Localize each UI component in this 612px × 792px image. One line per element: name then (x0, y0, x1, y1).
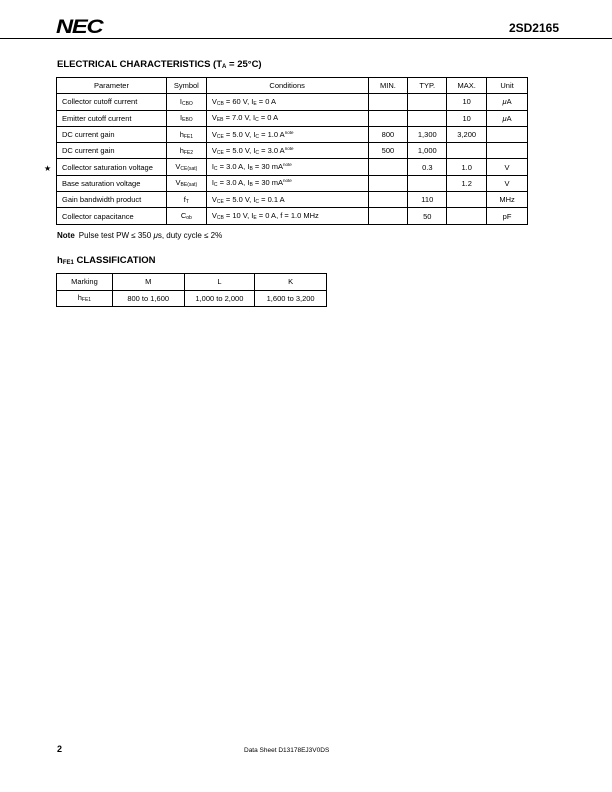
condition-part: = 0 A (258, 113, 279, 123)
condition-part: C (255, 149, 260, 156)
conditions-cell (206, 126, 368, 142)
conditions-cell (206, 192, 368, 208)
page-number: 2 (57, 744, 63, 754)
symbol-cell (166, 192, 206, 208)
condition-part: I (211, 162, 214, 172)
condition-part: I (211, 178, 214, 188)
min-cell: 800 (368, 126, 408, 142)
typ-cell (408, 94, 447, 110)
unit-text: MHz (499, 195, 515, 205)
conditions-cell (206, 175, 368, 191)
table-header-row (57, 274, 327, 291)
symbol-subscript: EBO (182, 117, 193, 124)
conditions-cell (206, 143, 368, 159)
condition-part: CE (216, 198, 224, 205)
min-cell (368, 208, 408, 224)
symbol-main: V (175, 162, 181, 172)
column-header: Unit (487, 78, 528, 94)
unit-text: pF (502, 211, 512, 221)
table-body (57, 94, 528, 224)
typ-cell (408, 110, 447, 126)
typ-cell: 1,000 (408, 143, 447, 159)
pulse-test-note: Note Pulse test PW ≤ 350 μs, duty cycle ≤ 2% (57, 231, 223, 240)
condition-part: B (249, 182, 253, 189)
parameter-cell: Gain bandwidth product (57, 192, 167, 208)
header-divider (0, 38, 612, 39)
conditions-cell (206, 110, 368, 126)
classification-row-label (57, 290, 113, 307)
electrical-characteristics-table (56, 77, 528, 225)
classification-value: 800 to 1,600 (112, 290, 184, 307)
typ-cell: 0.3 (408, 159, 447, 175)
unit-text: A (506, 113, 512, 123)
parameter-cell: DC current gain (57, 143, 167, 159)
condition-part: V (211, 145, 217, 155)
symbol-subscript: FE1 (183, 133, 194, 140)
classification-value: 1,600 to 3,200 (255, 290, 327, 307)
symbol-cell (166, 208, 206, 224)
condition-part: = 5.0 V, I (223, 129, 256, 139)
condition-part: = 3.0 A, I (217, 178, 250, 188)
symbol-main: I (180, 113, 183, 123)
condition-part: note (283, 178, 292, 184)
condition-part: E (253, 100, 257, 107)
symbol-main: V (175, 178, 181, 188)
classification-header: L (184, 274, 255, 291)
label-main: h (77, 293, 82, 303)
table-header-row (57, 78, 528, 94)
column-header: Symbol (166, 78, 206, 94)
condition-part: C (213, 182, 218, 189)
condition-part: = 3.0 A (259, 145, 285, 155)
condition-part: note (283, 162, 292, 168)
condition-part: V (211, 113, 217, 123)
condition-part: = 5.0 V, I (223, 194, 256, 204)
unit-cell (487, 126, 528, 142)
part-number: 2SD2165 (508, 21, 559, 35)
hfe-classification-title: hFE1 CLASSIFICATION (57, 255, 156, 266)
symbol-main: C (180, 211, 187, 221)
parameter-cell: Collector saturation voltage (57, 159, 167, 175)
condition-part: = 3.0 A, I (217, 162, 250, 172)
condition-part: V (211, 96, 217, 106)
typ-cell (408, 175, 447, 191)
revision-star-icon: ★ (44, 164, 52, 173)
symbol-cell (166, 94, 206, 110)
unit-cell (487, 143, 528, 159)
symbol-cell (166, 175, 206, 191)
condition-part: C (255, 198, 260, 205)
condition-part: C (213, 166, 218, 173)
conditions-cell (206, 159, 368, 175)
unit-prefix: μ (502, 113, 507, 123)
unit-cell (487, 94, 528, 110)
condition-part: C (255, 117, 259, 124)
electrical-characteristics-title: ELECTRICAL CHARACTERISTICS (TA = 25°C) (57, 59, 262, 70)
condition-part: CE (216, 149, 224, 156)
condition-part: V (211, 211, 217, 221)
condition-part: = 10 V, I (223, 211, 254, 221)
condition-part: B (249, 166, 253, 173)
symbol-subscript: T (185, 198, 189, 205)
unit-cell (487, 175, 528, 191)
unit-cell (487, 159, 528, 175)
table-row (57, 143, 528, 159)
nec-logo: NEC (56, 17, 103, 38)
symbol-subscript: BE(sat) (180, 182, 198, 189)
condition-part: = 0 A, f = 1.0 MHz (256, 211, 319, 221)
parameter-cell: Emitter cutoff current (57, 110, 167, 126)
condition-part: = 1.0 A (259, 129, 285, 139)
max-cell: 10 (447, 94, 487, 110)
parameter-cell: Collector capacitance (57, 208, 167, 224)
classification-header: K (255, 274, 327, 291)
table-row (57, 110, 528, 126)
max-cell: 1.2 (447, 175, 487, 191)
document-id: Data Sheet D13178EJ3V0DS (244, 747, 330, 754)
note-label: Note (57, 231, 75, 240)
max-cell (447, 143, 487, 159)
symbol-main: f (183, 194, 186, 204)
conditions-cell (206, 208, 368, 224)
condition-part: note (284, 145, 294, 151)
parameter-cell: Base saturation voltage (57, 175, 167, 191)
label-subscript: FE1 (81, 297, 92, 304)
symbol-subscript: CBO (181, 100, 193, 107)
typ-cell: 1,300 (408, 126, 447, 142)
symbol-subscript: ob (186, 215, 192, 222)
min-cell (368, 110, 408, 126)
column-header: Parameter (57, 78, 167, 94)
symbol-cell (166, 159, 206, 175)
unit-text: V (504, 162, 510, 172)
condition-part: CB (216, 100, 224, 107)
table-row (57, 159, 528, 175)
condition-part: = 0 A (256, 96, 277, 106)
condition-part: = 60 V, I (223, 96, 254, 106)
symbol-cell (166, 110, 206, 126)
symbol-main: h (179, 129, 184, 139)
condition-part: = 30 mA (252, 162, 284, 172)
condition-part: = 0.1 A (259, 194, 285, 204)
unit-text: A (506, 97, 512, 107)
symbol-cell (166, 126, 206, 142)
symbol-main: I (179, 96, 182, 106)
min-cell: 500 (368, 143, 408, 159)
condition-part: V (211, 129, 217, 139)
max-cell: 3,200 (447, 126, 487, 142)
unit-cell (487, 192, 528, 208)
table-row (57, 208, 528, 224)
min-cell (368, 94, 408, 110)
symbol-subscript: FE2 (183, 149, 194, 156)
column-header: Conditions (206, 78, 368, 94)
condition-part: = 30 mA (252, 178, 284, 188)
column-header: MIN. (368, 78, 408, 94)
max-cell (447, 192, 487, 208)
unit-prefix: μ (502, 97, 507, 107)
column-header: TYP. (408, 78, 447, 94)
condition-part: E (253, 215, 257, 222)
table-row (57, 290, 327, 307)
parameter-cell: Collector cutoff current (57, 94, 167, 110)
conditions-cell (206, 94, 368, 110)
parameter-cell: DC current gain (57, 126, 167, 142)
condition-part: EB (216, 117, 224, 124)
table-row (57, 192, 528, 208)
classification-header: M (112, 274, 184, 291)
table-row (57, 94, 528, 110)
typ-cell: 110 (408, 192, 447, 208)
symbol-subscript: CE(sat) (180, 166, 198, 173)
unit-cell (487, 110, 528, 126)
table-row (57, 126, 528, 142)
column-header: MAX. (447, 78, 487, 94)
symbol-cell (166, 143, 206, 159)
max-cell: 1.0 (447, 159, 487, 175)
typ-cell: 50 (408, 208, 447, 224)
condition-part: note (284, 129, 294, 135)
condition-part: CB (216, 215, 224, 222)
condition-part: CE (216, 133, 224, 140)
unit-cell (487, 208, 528, 224)
max-cell (447, 208, 487, 224)
condition-part: V (211, 194, 217, 204)
condition-part: C (255, 133, 260, 140)
condition-part: = 5.0 V, I (223, 145, 256, 155)
max-cell: 10 (447, 110, 487, 126)
condition-part: = 7.0 V, I (223, 113, 256, 123)
min-cell (368, 175, 408, 191)
symbol-main: h (179, 145, 184, 155)
classification-header: Marking (57, 274, 113, 291)
min-cell (368, 159, 408, 175)
classification-value: 1,000 to 2,000 (184, 290, 255, 307)
table-row (57, 175, 528, 191)
unit-text: V (504, 178, 510, 188)
hfe-classification-table (56, 273, 327, 307)
min-cell (368, 192, 408, 208)
